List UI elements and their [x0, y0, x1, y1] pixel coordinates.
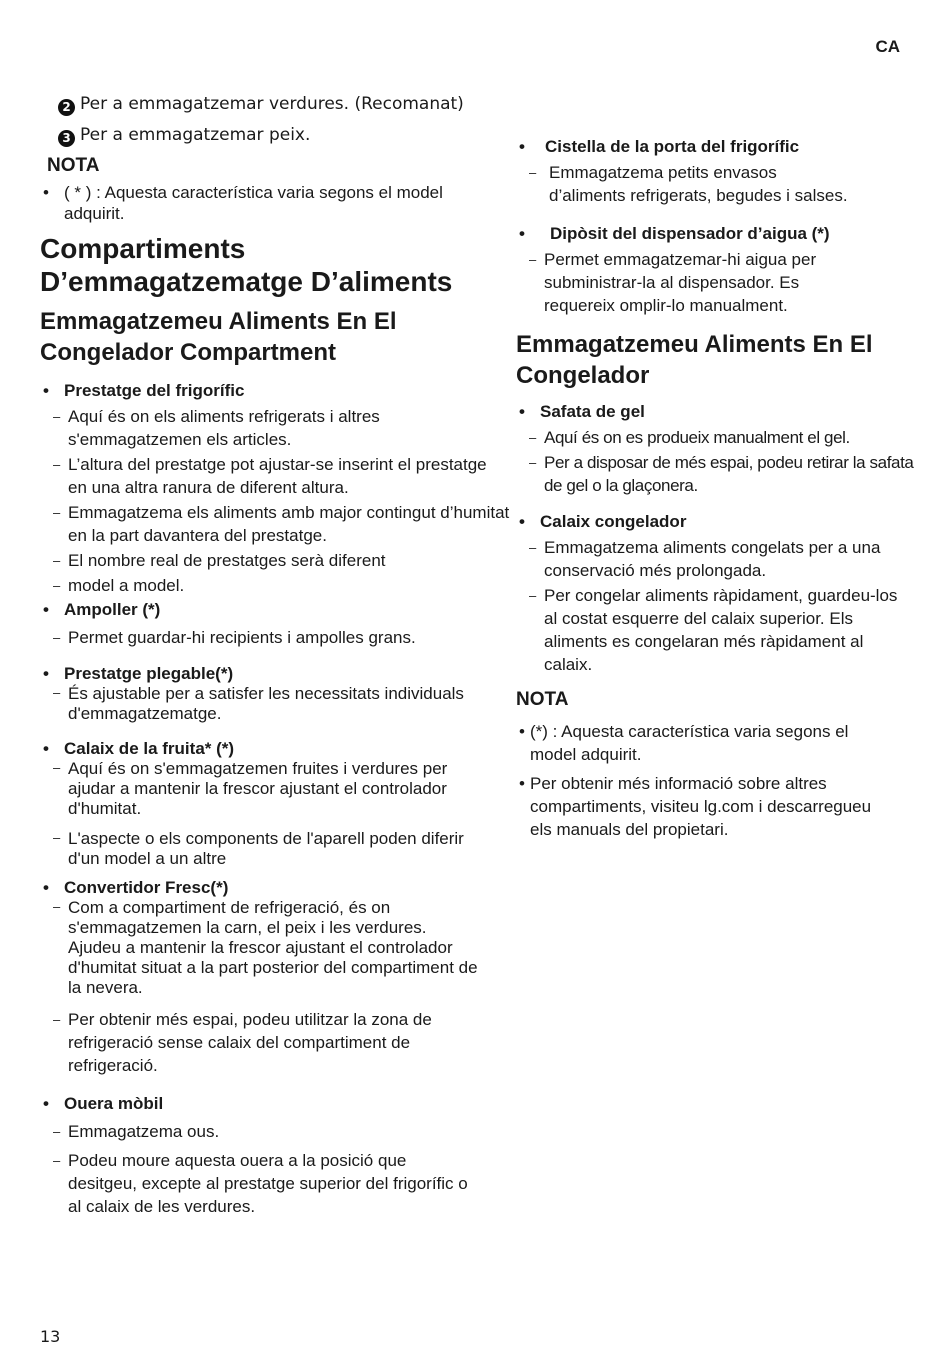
item-line: – Podeu moure aquesta ouera a la posició que desitgeu, excepte al prestatge superior del frigorífic o al calaix de les verdures.: [40, 1149, 478, 1218]
item-line: – L'aspecte o els components de l'aparell poden diferir d'un model a un altre: [40, 829, 478, 869]
right-column: [516, 136, 914, 841]
subsection-title: Emmagatzemeu Aliments En El Congelador Compartment: [40, 308, 397, 366]
nota-item: • (*) : Aquesta característica varia segons el model adquirit.: [516, 720, 880, 766]
language-code: CA: [875, 37, 900, 56]
section-title: Compartiments D’emmagatzematge D’aliments: [40, 233, 453, 297]
item-title-fresh-converter: • Convertidor Fresc(*): [40, 877, 485, 898]
intro-line-fish: 3 Per a emmagatzemar peix.: [58, 123, 485, 147]
item-line: – Emmagatzema ous.: [40, 1120, 485, 1143]
nota-title: NOTA: [47, 155, 100, 176]
item-line: – Aquí és on els aliments refrigerats i altres s'emmagatzemen els articles.: [40, 405, 468, 451]
item-title-fruit-drawer: • Calaix de la fruita* (*): [40, 738, 485, 759]
item-title-fridge-shelf: • Prestatge del frigorífic: [40, 380, 485, 401]
number-badge-icon: 3: [58, 130, 75, 147]
item-title-water-tank: • Dipòsit del dispensador d’aigua (*): [516, 223, 911, 244]
freezer-subsection-title: Emmagatzemeu Aliments En El Congelador: [516, 331, 873, 389]
item-line: – Permet emmagatzemar-hi aigua per subministrar-la al dispensador. Es requereix omplir-lo manualment.: [516, 248, 864, 317]
nota-item: • ( * ) : Aquesta característica varia segons el model adquirit.: [40, 182, 454, 224]
item-line: – El nombre real de prestatges serà diferent: [40, 549, 485, 572]
freezer-nota-title: NOTA: [516, 689, 569, 710]
item-title-bottle-holder: • Ampoller (*): [40, 599, 485, 620]
item-title-folding-shelf: • Prestatge plegable(*): [40, 663, 485, 684]
item-line: – Emmagatzema els aliments amb major contingut d’humitat en la part davantera del prestatge.: [40, 501, 513, 547]
item-line: – Com a compartiment de refrigeració, és on s'emmagatzemen la carn, el peix i les verdures. Ajudeu a mantenir la frescor ajustant el controlador d'humitat situat a la part posterior del compartiment de la nevera.: [40, 898, 483, 998]
item-line: – model a model.: [40, 574, 485, 597]
page-number: 13: [40, 1327, 61, 1346]
intro-line-vegetables: 2 Per a emmagatzemar verdures. (Recomanat): [58, 92, 485, 116]
item-title-egg-tray: • Ouera mòbil: [40, 1093, 485, 1114]
nota-item: • Per obtenir més informació sobre altres compartiments, visiteu lg.com i descarregueu els manuals del propietari.: [516, 772, 875, 841]
item-line: – Aquí és on es produeix manualment el gel.: [516, 426, 911, 449]
item-title-door-basket: • Cistella de la porta del frigorífic: [516, 136, 911, 157]
item-title-freezer-drawer: • Calaix congelador: [516, 511, 911, 532]
item-line: – Per obtenir més espai, podeu utilitzar la zona de refrigeració sense calaix del compartiment de refrigeració.: [40, 1008, 493, 1077]
item-line: – Per a disposar de més espai, podeu retirar la safata de gel o la glaçonera.: [516, 451, 914, 497]
item-line: – L’altura del prestatge pot ajustar-se inserint el prestatge en una altra ranura de diferent altura.: [40, 453, 498, 499]
number-badge-icon: 2: [58, 99, 75, 116]
item-line: – Emmagatzema aliments congelats per a una conservació més prolongada.: [516, 536, 899, 582]
left-column: [40, 92, 510, 1218]
item-line: – Permet guardar-hi recipients i ampolles grans.: [40, 626, 485, 649]
item-line: – És ajustable per a satisfer les necessitats individuals d'emmagatzematge.: [40, 684, 468, 724]
item-line: – Per congelar aliments ràpidament, guardeu-los al costat esquerre del calaix superior. Els aliments es congelaran més ràpidament al calaix.: [516, 584, 909, 676]
item-title-ice-tray: • Safata de gel: [516, 401, 911, 422]
item-line: – Emmagatzema petits envasos d’aliments refrigerats, begudes i salses.: [516, 161, 849, 207]
item-line: – Aquí és on s'emmagatzemen fruites i verdures per ajudar a mantenir la frescor ajustant el controlador d'humitat.: [40, 759, 478, 819]
